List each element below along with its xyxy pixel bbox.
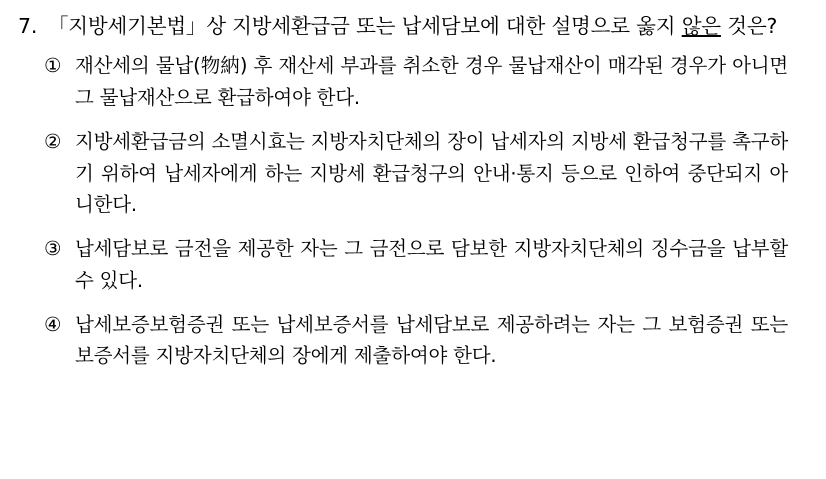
- choice-2-text: 지방세환급금의 소멸시효는 지방자치단체의 장이 납세자의 지방세 환급청구를 촉구하기 위하여 납세자에게 하는 지방세 환급청구의 안내·통지 등으로 인하여 중단되지 아니한다.: [75, 129, 788, 217]
- question-text: [48, 10, 812, 43]
- choice-4-marker: ④: [44, 312, 62, 336]
- question-block: [14, 10, 812, 43]
- choice-2[interactable]: [14, 126, 812, 221]
- question-negation-word: 않은: [681, 14, 721, 38]
- question-text-part1: 「지방세기본법」상 지방세환급금 또는 납세담보에 대한 설명으로 옳지: [48, 14, 682, 38]
- choice-4-text: 납세보증보험증권 또는 납세보증서를 납세담보로 제공하려는 자는 그 보험증권 또는 보증서를 지방자치단체의 장에게 제출하여야 한다.: [75, 312, 788, 368]
- choice-3-marker: ③: [44, 237, 62, 261]
- choice-3-text: 납세담보로 금전을 제공한 자는 그 금전으로 담보한 지방자치단체의 징수금을 납부할 수 있다.: [75, 237, 788, 292]
- question-text-part2: 것은?: [720, 14, 778, 38]
- choice-1-marker: ①: [44, 54, 62, 78]
- choice-4[interactable]: [14, 309, 812, 373]
- choice-2-marker: ②: [44, 129, 62, 153]
- question-number: 7.: [18, 14, 38, 38]
- choice-list: [14, 50, 812, 372]
- choice-3[interactable]: [14, 233, 812, 297]
- choice-1[interactable]: [14, 50, 812, 114]
- choice-1-text: 재산세의 물납(物納) 후 재산세 부과를 취소한 경우 물납재산이 매각된 경우가 아니면 그 물납재산으로 환급하여야 한다.: [75, 54, 788, 109]
